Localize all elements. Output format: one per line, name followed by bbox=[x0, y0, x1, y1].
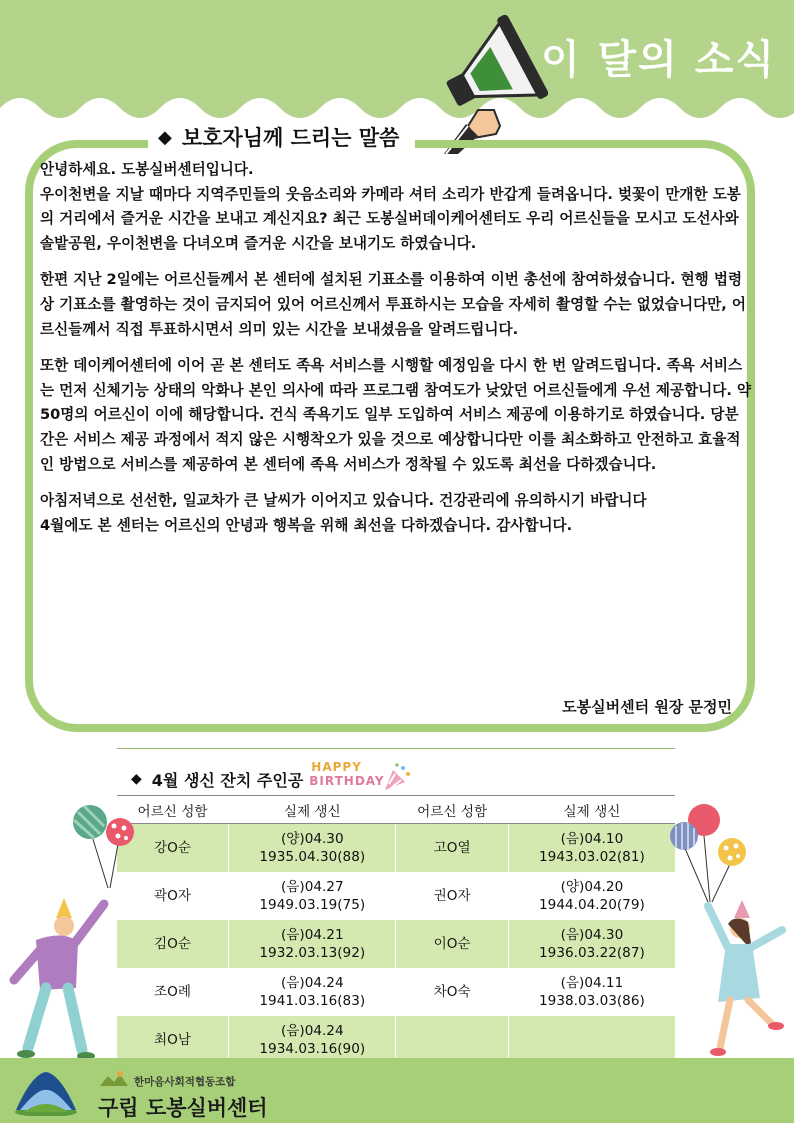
badge-line-1: HAPPY bbox=[311, 760, 362, 774]
letter-paragraph: 한편 지난 2일에는 어르신들께서 본 센터에 설치된 기표소를 이용하여 이번 총선에 참여하셨습니다. 현행 법령상 기표소를 촬영하는 것이 금지되어 있어 어르신께서 투표하시는 모습을 자세히 촬영할 수는 없었습니다만, 어르신들께서 직접 투표하시면서 의미 있는 시간을 보내셨음을 알려드립니다. bbox=[40, 271, 746, 338]
letter-heading bbox=[148, 121, 415, 153]
birthday-cell: (음)04.11 1938.03.03(86) bbox=[508, 968, 675, 1016]
birthday-cell: (양)04.20 1944.04.20(79) bbox=[508, 872, 675, 920]
table-row bbox=[117, 824, 675, 873]
name-cell: 조O례 bbox=[117, 968, 229, 1016]
mountain-logo-icon bbox=[14, 1066, 78, 1116]
diamond-icon: ◆ bbox=[158, 126, 172, 148]
birthday-cell: (양)04.30 1935.04.30(88) bbox=[229, 824, 396, 873]
happy-birthday-badge bbox=[309, 762, 413, 796]
section-divider bbox=[117, 748, 675, 749]
party-popper-icon bbox=[381, 762, 411, 792]
birthday-cell: (음)04.10 1943.03.02(81) bbox=[508, 824, 675, 873]
name-cell: 이O순 bbox=[396, 920, 508, 968]
page-headline: 이 달의 소식 bbox=[540, 37, 776, 83]
letter-paragraph: 또한 데이케어센터에 이어 곧 본 센터도 족욕 서비스를 시행할 예정임을 다시 한 번 알려드립니다. 족욕 서비스는 먼저 신체기능 상태의 악화나 본인 의사에 따라 프로그램 참여도가 낮았던 어르신들에게 우선 제공합니다. 약 50명의 어르신이 이에 해당합니다. 건식 족욕기도 일부 도입하여 서비스 제공에 이용하기로 하였습니다. 당분간은 서비스 제공 과정에서 적지 않은 시행착오가 있을 것으로 예상합니다만 이를 최소화하고 안전하고 효율적인 방법으로 서비스를 제공하여 본 센터에 족욕 서비스가 정착될 수 있도록 최선을 다하겠습니다. bbox=[40, 357, 752, 473]
balloon-icon bbox=[670, 804, 746, 902]
name-cell: 김O순 bbox=[117, 920, 229, 968]
birthday-cell bbox=[508, 1016, 675, 1064]
name-cell: 곽O자 bbox=[117, 872, 229, 920]
letter-paragraph: 아침저녁으로 선선한, 일교차가 큰 날씨가 이어지고 있습니다. 건강관리에 유의하시기 바랍니다 4월에도 본 센터는 어르신의 안녕과 행복을 위해 최선을 다하겠습니다. 감사합니다. bbox=[40, 492, 647, 534]
table-row bbox=[117, 920, 675, 968]
birthday-table bbox=[117, 795, 675, 1064]
birthday-cell: (음)04.30 1936.03.22(87) bbox=[508, 920, 675, 968]
name-cell: 권O자 bbox=[396, 872, 508, 920]
party-hat-icon bbox=[734, 900, 750, 918]
letter-paragraph: 안녕하세요. 도봉실버센터입니다. 우이천변을 지날 때마다 지역주민들의 웃음소리와 카메라 셔터 소리가 반갑게 들려옵니다. 벚꽃이 만개한 도봉의 거리에서 즐거운 시간을 보내고 계신지요? 최근 도봉실버데이케어센터도 우리 어르신들을 모시고 도선사와 솔밭공원, 우이천변을 다녀오며 즐거운 시간을 보내기도 하였습니다. bbox=[40, 161, 741, 252]
column-header: 어르신 성함 bbox=[396, 796, 508, 824]
column-header: 실제 생신 bbox=[508, 796, 675, 824]
org-name: 구립 도봉실버센터 bbox=[98, 1096, 268, 1120]
name-cell: 최O남 bbox=[117, 1016, 229, 1064]
org-logo-icon bbox=[98, 1070, 130, 1088]
name-cell: 고O열 bbox=[396, 824, 508, 873]
birthday-title: 4월 생신 잔치 주인공 bbox=[151, 770, 304, 790]
table-row bbox=[117, 1016, 675, 1064]
name-cell: 차O숙 bbox=[396, 968, 508, 1016]
birthday-cell: (음)04.27 1949.03.19(75) bbox=[229, 872, 396, 920]
column-header: 어르신 성함 bbox=[117, 796, 229, 824]
birthday-heading bbox=[131, 762, 413, 796]
balloon-person-left bbox=[4, 800, 140, 1062]
badge-line-2: BIRTHDAY bbox=[309, 774, 385, 788]
letter-title: 보호자님께 드리는 말씀 bbox=[181, 126, 400, 150]
name-cell: 강O순 bbox=[117, 824, 229, 873]
table-row bbox=[117, 968, 675, 1016]
birthday-cell: (음)04.21 1932.03.13(92) bbox=[229, 920, 396, 968]
org-name-small: 한마음사회적협동조합 bbox=[134, 1076, 236, 1088]
party-hat-icon bbox=[56, 898, 72, 918]
diamond-icon: ◆ bbox=[131, 771, 142, 787]
table-row bbox=[117, 872, 675, 920]
column-header: 실제 생신 bbox=[229, 796, 396, 824]
birthday-cell: (음)04.24 1934.03.16(90) bbox=[229, 1016, 396, 1064]
megaphone-icon bbox=[438, 14, 548, 154]
balloon-icon bbox=[73, 805, 134, 888]
letter-signature: 도봉실버센터 원장 문정민 bbox=[562, 698, 732, 716]
name-cell bbox=[396, 1016, 508, 1064]
letter-body bbox=[40, 158, 752, 550]
birthday-cell: (음)04.24 1941.03.16(83) bbox=[229, 968, 396, 1016]
balloon-person-right bbox=[664, 802, 792, 1058]
